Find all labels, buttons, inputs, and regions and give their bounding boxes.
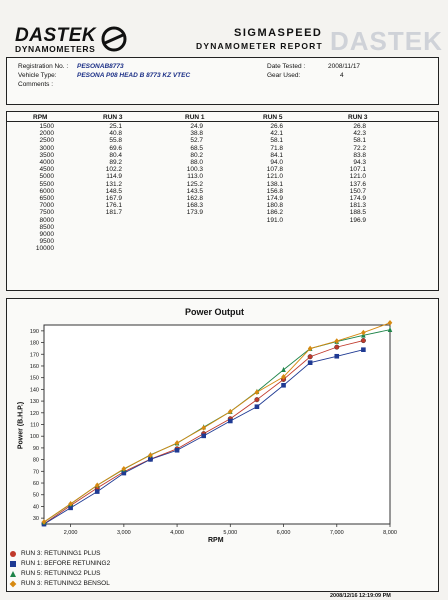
run3b-cell: 174.9 xyxy=(349,195,366,203)
series-1-point xyxy=(255,397,260,402)
run3a-cell: 167.9 xyxy=(105,195,122,203)
run5-cell: 174.9 xyxy=(266,195,283,203)
rpm-cell: 4000 xyxy=(39,159,54,167)
series-2-point xyxy=(201,434,206,439)
run3a-cell: 55.8 xyxy=(109,137,122,145)
run3b-cell: 42.3 xyxy=(353,130,366,138)
run1-cell: 88.0 xyxy=(190,159,203,167)
run3a-cell: 148.5 xyxy=(105,187,122,195)
run3a-cell: 89.2 xyxy=(109,159,122,167)
report-timestamp: 2008/12/16 12:19:09 PM xyxy=(330,593,391,599)
logo-swoosh-icon xyxy=(101,26,127,52)
rpm-cell: 2500 xyxy=(39,137,54,145)
x-tick-label: 7,000 xyxy=(329,530,344,536)
run1-cell: 113.0 xyxy=(187,173,203,181)
rpm-cell: 6500 xyxy=(39,195,54,203)
run3b-cell: 26.8 xyxy=(353,123,366,130)
run5-cell: 107.8 xyxy=(266,166,283,174)
rpm-cell: 3000 xyxy=(39,144,54,152)
y-tick-label: 140 xyxy=(29,387,39,394)
rpm-cell: 9500 xyxy=(39,238,54,246)
run5-column xyxy=(253,123,283,224)
series-2-point xyxy=(361,347,366,352)
dastek-logo xyxy=(15,26,127,54)
run3a-cell: 181.7 xyxy=(105,209,122,217)
power-output-chart xyxy=(6,298,439,592)
run3a-cell: 131.2 xyxy=(105,180,122,188)
series-2-point xyxy=(175,448,180,453)
header-rpm: RPM xyxy=(33,114,48,121)
ghost-watermark xyxy=(330,26,443,57)
run5-cell: 26.6 xyxy=(270,123,283,130)
run3b-cell: 83.8 xyxy=(353,151,366,159)
legend-item xyxy=(10,570,100,577)
legend-item xyxy=(10,550,100,557)
y-tick-label: 130 xyxy=(29,399,39,406)
legend-label: RUN 3: RETUNING2 BENSOL xyxy=(21,580,110,587)
vehicle-type-label: Vehicle Type: xyxy=(18,72,57,79)
legend-label: RUN 5: RETUNING2 PLUS xyxy=(21,570,101,577)
gear-used-label: Gear Used: xyxy=(267,72,301,79)
run5-cell: 42.1 xyxy=(270,130,283,138)
run3b-cell: 181.3 xyxy=(349,202,366,210)
rpm-cell: 10000 xyxy=(35,245,54,253)
y-tick-label: 100 xyxy=(29,434,39,441)
run1-cell: 173.9 xyxy=(186,209,203,217)
y-tick-label: 110 xyxy=(30,422,39,429)
x-tick-label: 8,000 xyxy=(383,530,397,536)
x-tick-label: 3,000 xyxy=(116,530,131,536)
run1-cell: 125.2 xyxy=(186,180,203,188)
header-run3-a: RUN 3 xyxy=(103,114,123,121)
run5-cell: 58.1 xyxy=(270,137,283,145)
run1-cell: 168.3 xyxy=(186,202,203,210)
rpm-cell: 8000 xyxy=(39,216,54,224)
y-tick-label: 190 xyxy=(29,328,39,335)
series-2-point xyxy=(281,383,286,388)
run3b-cell: 188.5 xyxy=(349,209,366,217)
rpm-column xyxy=(20,123,54,253)
series-2-point xyxy=(334,354,339,359)
run3b-cell: 137.6 xyxy=(349,180,366,188)
rpm-cell: 5000 xyxy=(39,173,54,181)
series-1-point xyxy=(308,354,313,359)
run5-cell: 186.2 xyxy=(266,209,283,217)
rpm-cell: 9000 xyxy=(39,231,54,239)
run1-cell: 52.7 xyxy=(190,137,203,145)
run1-cell: 80.2 xyxy=(190,151,203,159)
run5-cell: 121.0 xyxy=(266,173,283,181)
report-title: DYNAMOMETER REPORT xyxy=(196,41,323,51)
logo-bottom-text: DYNAMOMETERS xyxy=(15,44,96,54)
y-tick-label: 30 xyxy=(32,516,39,523)
run3b-cell: 58.1 xyxy=(353,137,366,145)
registration-label: Registration No. : xyxy=(18,63,69,70)
y-tick-label: 90 xyxy=(32,445,39,452)
x-tick-label: 5,000 xyxy=(223,530,238,536)
series-2-point xyxy=(255,404,260,409)
rpm-cell: 8500 xyxy=(39,223,54,231)
results-table xyxy=(6,111,439,291)
date-tested-value: 2008/11/17 xyxy=(328,63,361,70)
run3b-cell: 94.3 xyxy=(353,159,366,167)
series-2-point xyxy=(308,360,313,365)
run5-cell: 156.8 xyxy=(266,187,283,195)
y-tick-label: 80 xyxy=(32,457,39,464)
series-1-point xyxy=(361,338,366,343)
comments-label: Comments : xyxy=(18,81,54,88)
run3a-cell: 114.9 xyxy=(106,173,122,181)
series-2-point xyxy=(95,489,100,494)
run3b-cell: 107.1 xyxy=(349,166,366,174)
legend-label: RUN 1: BEFORE RETUNING2 xyxy=(21,560,111,567)
run3a-cell: 25.1 xyxy=(109,123,122,130)
run3b-column xyxy=(336,123,366,224)
run3a-cell: 69.6 xyxy=(109,144,122,152)
rpm-cell: 5500 xyxy=(39,180,54,188)
run5-cell: 138.1 xyxy=(266,180,283,188)
vehicle-type-value: PESONA P08 HEAD B 8773 KZ VTEC xyxy=(77,72,191,79)
legend-marker-icon xyxy=(10,580,17,587)
legend-marker-icon xyxy=(10,551,16,557)
x-tick-label: 4,000 xyxy=(170,530,184,536)
x-tick-label: 6,000 xyxy=(276,530,291,536)
rpm-cell: 7500 xyxy=(39,209,54,217)
run3b-cell: 196.9 xyxy=(349,216,366,224)
run3a-cell: 102.2 xyxy=(105,166,122,174)
run5-cell: 94.0 xyxy=(270,159,283,167)
legend-item xyxy=(10,560,110,567)
header-run5: RUN 5 xyxy=(263,114,283,121)
series-1-point xyxy=(334,345,339,350)
y-tick-label: 150 xyxy=(29,375,39,382)
ghost-logo-text: DASTEK xyxy=(330,26,443,56)
run3b-cell: 150.7 xyxy=(349,187,366,195)
rpm-cell: 7000 xyxy=(39,202,54,210)
y-tick-label: 50 xyxy=(32,492,39,499)
y-tick-label: 160 xyxy=(29,363,39,370)
rpm-cell: 6000 xyxy=(39,187,54,195)
date-tested-label: Date Tested : xyxy=(267,63,306,70)
run5-cell: 84.1 xyxy=(270,151,283,159)
logo-top-text: DASTEK xyxy=(15,25,97,46)
rpm-cell: 1500 xyxy=(39,123,54,130)
legend-item xyxy=(10,580,110,587)
run5-cell: 191.0 xyxy=(266,216,283,224)
rpm-cell: 3500 xyxy=(39,151,54,159)
legend-label: RUN 3: RETUNING1 PLUS xyxy=(21,550,101,557)
y-tick-label: 170 xyxy=(29,352,39,359)
legend-marker-icon xyxy=(10,571,16,577)
header-run1: RUN 1 xyxy=(185,114,205,121)
run3a-cell: 40.8 xyxy=(109,130,122,138)
run1-cell: 68.5 xyxy=(190,144,203,152)
run3b-cell: 72.2 xyxy=(353,144,366,152)
run3b-cell: 121.0 xyxy=(349,173,366,181)
run1-cell: 24.9 xyxy=(190,123,203,130)
gear-used-value: 4 xyxy=(340,72,344,79)
run3a-cell: 80.4 xyxy=(109,151,122,159)
table-header-divider xyxy=(6,121,439,122)
run3a-column xyxy=(92,123,122,217)
run1-cell: 38.8 xyxy=(190,130,203,138)
x-tick-label: 2,000 xyxy=(63,530,78,536)
y-tick-label: 70 xyxy=(32,469,39,476)
brand-name: SIGMASPEED xyxy=(234,27,323,39)
run1-cell: 162.8 xyxy=(186,195,203,203)
y-axis-label: Power (B.H.P.) xyxy=(17,401,25,450)
registration-value: PESONAB8773 xyxy=(77,63,124,70)
chart-title: Power Output xyxy=(185,307,244,317)
run1-cell: 100.3 xyxy=(186,166,203,174)
vehicle-info-box xyxy=(6,57,439,105)
rpm-cell: 4500 xyxy=(39,166,54,174)
run1-cell: 143.5 xyxy=(186,187,203,195)
y-tick-label: 40 xyxy=(32,504,39,511)
header-run3-b: RUN 3 xyxy=(348,114,368,121)
rpm-cell: 2000 xyxy=(39,130,54,138)
y-tick-label: 60 xyxy=(32,481,39,488)
series-2-point xyxy=(228,419,233,424)
y-tick-label: 120 xyxy=(29,410,39,417)
run5-cell: 180.8 xyxy=(266,202,283,210)
y-tick-label: 180 xyxy=(29,340,39,347)
run1-column xyxy=(173,123,203,217)
run3a-cell: 176.1 xyxy=(105,202,122,210)
legend-marker-icon xyxy=(10,561,16,567)
x-axis-label: RPM xyxy=(208,537,224,544)
run5-cell: 71.8 xyxy=(270,144,283,152)
